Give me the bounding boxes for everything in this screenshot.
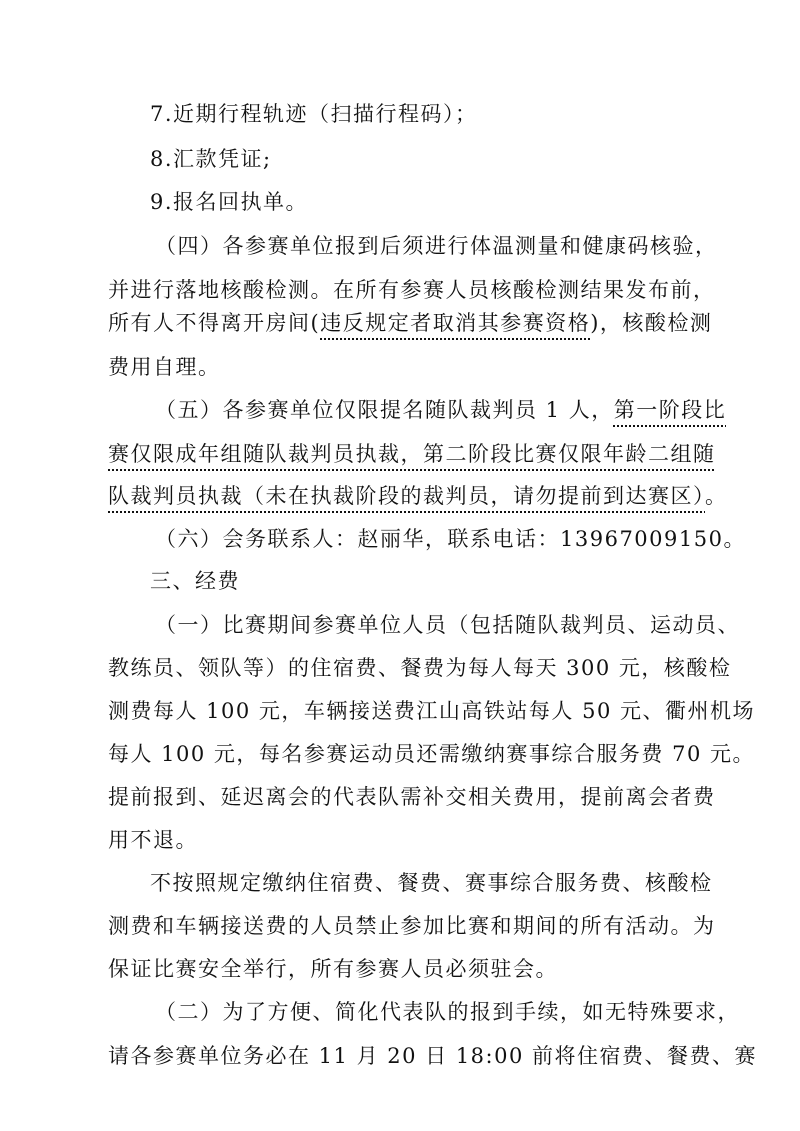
paragraph-4-line-1: （四）各参赛单位报到后须进行体温测量和健康码核验， — [155, 234, 718, 258]
paragraph-funding-1-line-1: （一）比赛期间参赛单位人员（包括随队裁判员、运动员、 — [155, 613, 740, 637]
paragraph-5-line-2 — [108, 440, 716, 468]
section-heading-funding: 三、经费 — [150, 569, 240, 593]
list-item-9: 9.报名回执单。 — [150, 190, 309, 214]
paragraph-funding-1-line-4: 每人 100 元，每名参赛运动员还需缴纳赛事综合服务费 70 元。 — [108, 742, 756, 766]
paragraph-funding-1-line-2: 教练员、领队等）的住宿费、餐费为每人每天 300 元，核酸检 — [108, 656, 732, 680]
emphasized-text: 违反规定者取消其参赛资格 — [320, 311, 591, 335]
paragraph-4-line-4: 费用自理。 — [108, 355, 221, 379]
emphasized-text: 赛仅限成年组随队裁判员执裁，第二阶段比赛仅限年龄二组随 — [108, 442, 716, 466]
list-item-7: 7.近期行程轨迹（扫描行程码）； — [150, 102, 478, 126]
paragraph-funding-2-line-3: 保证比赛安全举行，所有参赛人员必须驻会。 — [108, 957, 558, 981]
paragraph-4-line-2: 并进行落地核酸检测。在所有参赛人员核酸检测结果发布前， — [108, 278, 716, 302]
emphasized-text: 第一阶段比 — [613, 398, 727, 422]
paragraph-funding-2-line-2: 测费和车辆接送费的人员禁止参加比赛和期间的所有活动。为 — [108, 914, 716, 938]
text-segment: 。 — [705, 484, 728, 508]
list-item-8: 8.汇款凭证; — [150, 147, 272, 171]
paragraph-funding-2-line-1: 不按照规定缴纳住宿费、餐费、赛事综合服务费、核酸检 — [150, 871, 713, 895]
contact-line: （六）会务联系人：赵丽华，联系电话：13967009150。 — [155, 527, 746, 551]
paragraph-funding-3-line-1: （二）为了方便、简化代表队的报到手续，如无特殊要求， — [155, 1000, 740, 1024]
text-segment: )，核酸检测 — [590, 311, 713, 335]
text-segment: （五）各参赛单位仅限提名随队裁判员 1 人， — [155, 398, 614, 422]
paragraph-funding-1-line-6: 用不退。 — [108, 828, 198, 852]
paragraph-5-line-3 — [108, 482, 728, 510]
emphasized-text: 队裁判员执裁（未在执裁阶段的裁判员，请勿提前到达赛区） — [108, 484, 705, 508]
paragraph-funding-3-line-2: 请各参赛单位务必在 11 月 20 日 18:00 前将住宿费、餐费、赛 — [108, 1044, 758, 1068]
text-segment: 所有人不得离开房间( — [108, 311, 321, 335]
paragraph-funding-1-line-5: 提前报到、延迟离会的代表队需补交相关费用，提前离会者费 — [108, 785, 716, 809]
paragraph-4-line-3 — [108, 309, 712, 337]
paragraph-5-line-1 — [155, 396, 726, 424]
paragraph-funding-1-line-3: 测费每人 100 元，车辆接送费江山高铁站每人 50 元、衢州机场 — [108, 699, 756, 723]
